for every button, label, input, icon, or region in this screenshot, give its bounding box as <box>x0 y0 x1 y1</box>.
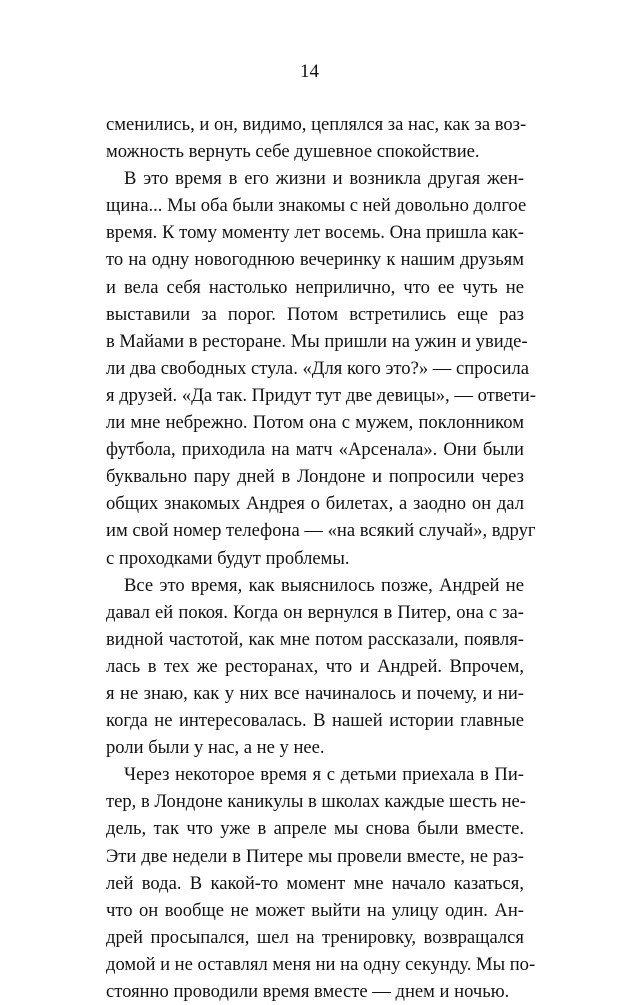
text-line: время. К тому моменту лет восемь. Она пришла как- <box>106 222 524 244</box>
text-line: дель, так что уже в апреле мы снова были вместе. <box>106 818 524 840</box>
text-line: буквально пару дней в Лондоне и попросили через <box>106 466 524 488</box>
text-line: В это время в его жизни и возникла другая жен- <box>124 168 524 190</box>
text-line: можность вернуть себе душевное спокойствие. <box>106 141 480 163</box>
text-line: что он вообще не может выйти на улицу один. Ан- <box>106 899 524 921</box>
text-line: лей вода. В какой-то момент мне начало казаться, <box>106 872 524 894</box>
paragraph <box>106 165 536 571</box>
text-line: с проходками будут проблемы. <box>106 547 350 569</box>
text-line: я не знаю, как у них все начиналось и почему, и ни- <box>106 682 524 704</box>
body-text <box>106 111 536 1005</box>
text-line: им свой номер телефона — «на всякий случай», вдруг <box>106 520 536 542</box>
paragraph <box>106 111 527 165</box>
text-line: и вела себя настолько неприлично, что ее чуть не <box>106 276 524 298</box>
text-line: Все это время, как выяснилось позже, Андрей не <box>124 574 524 596</box>
text-line: домой и не оставлял меня ни на одну секунду. Мы по- <box>106 953 536 975</box>
text-line: стоянно проводили время вместе — днем и ночью. <box>106 981 510 1002</box>
paragraph <box>106 572 524 762</box>
text-line: когда не интересовалась. В нашей истории главные <box>106 710 524 732</box>
paragraph <box>106 761 536 1005</box>
text-line: давал ей покоя. Когда он вернулся в Питер, она с за- <box>106 601 524 623</box>
text-line: общих знакомых Андрея о билетах, а заодно он дал <box>106 493 524 515</box>
text-line: ли два свободных стула. «Для кого это?» — спросила <box>106 357 530 379</box>
text-line: ли мне небрежно. Потом она с мужем, поклонником <box>106 412 524 434</box>
text-line: в Майами в ресторане. Мы пришли на ужин и увиде- <box>106 330 528 352</box>
text-line: то на одну новогоднюю вечеринку к нашим друзьям <box>106 249 524 271</box>
text-line: щина... Мы оба были знакомы с ней довольно долгое <box>106 195 527 217</box>
text-line: Через некоторое время я с детьми приехала в Пи- <box>124 764 524 786</box>
text-line: роли были у нас, а не у нее. <box>106 737 325 759</box>
text-line: видной частотой, как мне потом рассказали, появля- <box>106 628 524 650</box>
text-line: тер, в Лондоне каникулы в школах каждые шесть не- <box>106 791 526 813</box>
page-number: 14 <box>300 61 319 82</box>
text-line: дрей просыпался, шел на тренировку, возвращался <box>106 926 524 948</box>
text-line: футбола, приходила на матч «Арсенала». Они были <box>106 439 524 461</box>
text-line: Эти две недели в Питере мы провели вместе, не раз- <box>106 845 524 867</box>
text-line: я друзей. «Да так. Придут тут две девицы», — ответи- <box>106 384 536 406</box>
text-line: сменились, и он, видимо, цеплялся за нас, как за воз- <box>106 114 527 135</box>
text-line: лась в тех же ресторанах, что и Андрей. Впрочем, <box>106 655 524 677</box>
text-line: выставили за порог. Потом встретились еще раз <box>106 303 524 325</box>
